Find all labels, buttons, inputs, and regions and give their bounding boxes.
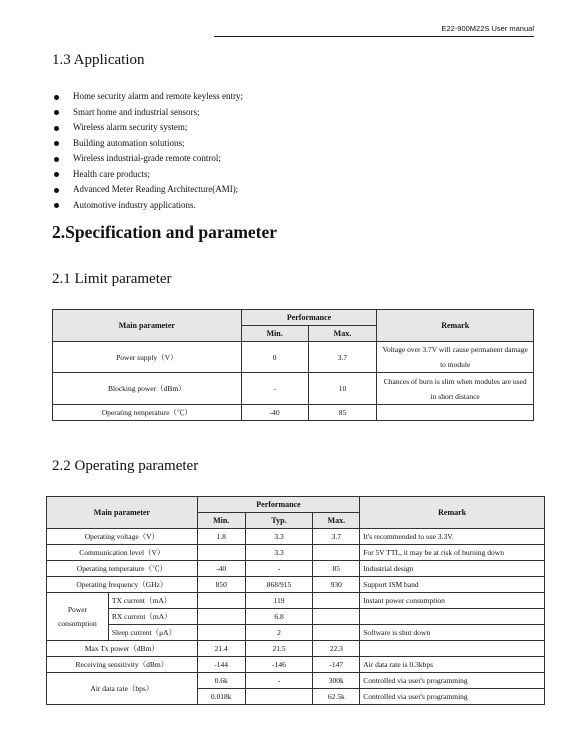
param-cell: Communication level（V） (47, 545, 198, 561)
min-cell: - (241, 373, 308, 405)
air-data-rate-label: Air data rate（bps） (47, 673, 198, 705)
table-row (47, 609, 545, 625)
list-item: Wireless industrial-grade remote control; (54, 151, 243, 167)
min-cell: 1.8 (197, 529, 245, 545)
min-cell: -40 (241, 405, 308, 421)
max-cell: 300k (313, 673, 360, 689)
performance-header: Performance (197, 497, 359, 513)
remark-cell: Industrial design (360, 561, 545, 577)
table-row (47, 641, 545, 657)
min-cell (197, 609, 245, 625)
table-row (47, 625, 545, 641)
bullet-icon (54, 157, 59, 162)
table-header-row (47, 497, 545, 513)
min-header: Min. (241, 326, 308, 342)
limit-parameter-table (52, 309, 534, 421)
max-header: Max. (313, 513, 360, 529)
typ-cell: 6.8 (245, 609, 313, 625)
param-cell: TX current（mA） (108, 593, 197, 609)
limit-heading: 2.1 Limit parameter (52, 271, 172, 287)
typ-cell (245, 689, 313, 705)
max-cell: 10 (308, 373, 377, 405)
min-cell: 21.4 (197, 641, 245, 657)
typ-cell: - (245, 673, 313, 689)
list-item: Advanced Meter Reading Architecture(AMI); (54, 182, 243, 198)
typ-cell: 119 (245, 593, 313, 609)
remark-cell: It's recommended to use 3.3V. (360, 529, 545, 545)
table-row (47, 657, 545, 673)
list-item: Health care products; (54, 167, 243, 183)
min-cell (197, 593, 245, 609)
remark-header: Remark (360, 497, 545, 529)
table-row (47, 561, 545, 577)
param-cell: Operating temperature（℃） (53, 405, 242, 421)
remark-cell: Support ISM band (360, 577, 545, 593)
min-header: Min. (197, 513, 245, 529)
bullet-icon (54, 203, 59, 208)
application-list (54, 89, 243, 213)
table-row (47, 673, 545, 689)
max-cell: 62.5k (313, 689, 360, 705)
header-rule (214, 36, 534, 37)
max-cell: 85 (313, 561, 360, 577)
max-cell: 3.7 (308, 342, 377, 373)
typ-cell: 21.5 (245, 641, 313, 657)
main-parameter-header: Main parameter (53, 310, 242, 342)
table-row (53, 342, 534, 373)
typ-cell: 3.3 (245, 545, 313, 561)
remark-cell: Software is shut down (360, 625, 545, 641)
list-item: Smart home and industrial sensors; (54, 105, 243, 121)
bullet-icon (54, 141, 59, 146)
max-cell: 85 (308, 405, 377, 421)
table-row (47, 577, 545, 593)
typ-cell: 868/915 (245, 577, 313, 593)
table-row (53, 373, 534, 405)
operating-heading: 2.2 Operating parameter (52, 458, 199, 474)
performance-header: Performance (241, 310, 377, 326)
max-cell (313, 545, 360, 561)
remark-cell: For 5V TTL, it may be at risk of burning down (360, 545, 545, 561)
min-cell (197, 545, 245, 561)
param-cell: Blocking power（dBm） (53, 373, 242, 405)
remark-cell: Air data rate is 0.3kbps (360, 657, 545, 673)
param-cell: Operating voltage（V） (47, 529, 198, 545)
max-cell (313, 625, 360, 641)
typ-cell: 3.3 (245, 529, 313, 545)
min-cell: 0.6k (197, 673, 245, 689)
max-cell: 22.3 (313, 641, 360, 657)
remark-cell: Voltage over 3.7V will cause permanent damage to module (377, 342, 534, 373)
min-cell: 0.018k (197, 689, 245, 705)
min-cell: 850 (197, 577, 245, 593)
typ-cell: - (245, 561, 313, 577)
remark-cell: Instant power consumption (360, 593, 545, 609)
power-consumption-label: Power consumption (47, 593, 109, 641)
main-parameter-header: Main parameter (47, 497, 198, 529)
bullet-icon (54, 110, 59, 115)
application-heading: 1.3 Application (52, 52, 145, 68)
bullet-icon (54, 126, 59, 131)
param-cell: RX current（mA） (108, 609, 197, 625)
max-cell (313, 609, 360, 625)
remark-cell (360, 609, 545, 625)
param-cell: Max Tx power（dBm） (47, 641, 198, 657)
remark-cell (360, 641, 545, 657)
table-row (47, 593, 545, 609)
remark-cell: Controlled via user's programming (360, 673, 545, 689)
param-cell: Sleep current（μA） (108, 625, 197, 641)
table-header-row (53, 310, 534, 326)
remark-cell: Chances of burn is slim when modules are used in short distance (377, 373, 534, 405)
typ-header: Typ. (245, 513, 313, 529)
bullet-icon (54, 188, 59, 193)
max-cell: 3.7 (313, 529, 360, 545)
list-item: Building automation solutions; (54, 136, 243, 152)
param-cell: Operating frequency（GHz） (47, 577, 198, 593)
list-item: Automotive industry applications. (54, 198, 243, 214)
max-cell: 930 (313, 577, 360, 593)
min-cell: -40 (197, 561, 245, 577)
min-cell: 0 (241, 342, 308, 373)
spec-heading: 2.Specification and parameter (52, 222, 278, 242)
operating-parameter-table (46, 496, 545, 705)
table-row (53, 405, 534, 421)
min-cell (197, 625, 245, 641)
list-item: Home security alarm and remote keyless entry; (54, 89, 243, 105)
param-cell: Receiving sensitivity（dBm） (47, 657, 198, 673)
min-cell: -144 (197, 657, 245, 673)
remark-cell (377, 405, 534, 421)
table-row (47, 529, 545, 545)
bullet-icon (54, 172, 59, 177)
param-cell: Operating temperature（℃） (47, 561, 198, 577)
typ-cell: -146 (245, 657, 313, 673)
manual-title: E22-900M22S User manual (441, 24, 534, 33)
bullet-icon (54, 95, 59, 100)
table-row (47, 545, 545, 561)
max-header: Max. (308, 326, 377, 342)
max-cell (313, 593, 360, 609)
remark-cell: Controlled via user's programming (360, 689, 545, 705)
param-cell: Power supply（V） (53, 342, 242, 373)
typ-cell: 2 (245, 625, 313, 641)
max-cell: -147 (313, 657, 360, 673)
remark-header: Remark (377, 310, 534, 342)
list-item: Wireless alarm security system; (54, 120, 243, 136)
